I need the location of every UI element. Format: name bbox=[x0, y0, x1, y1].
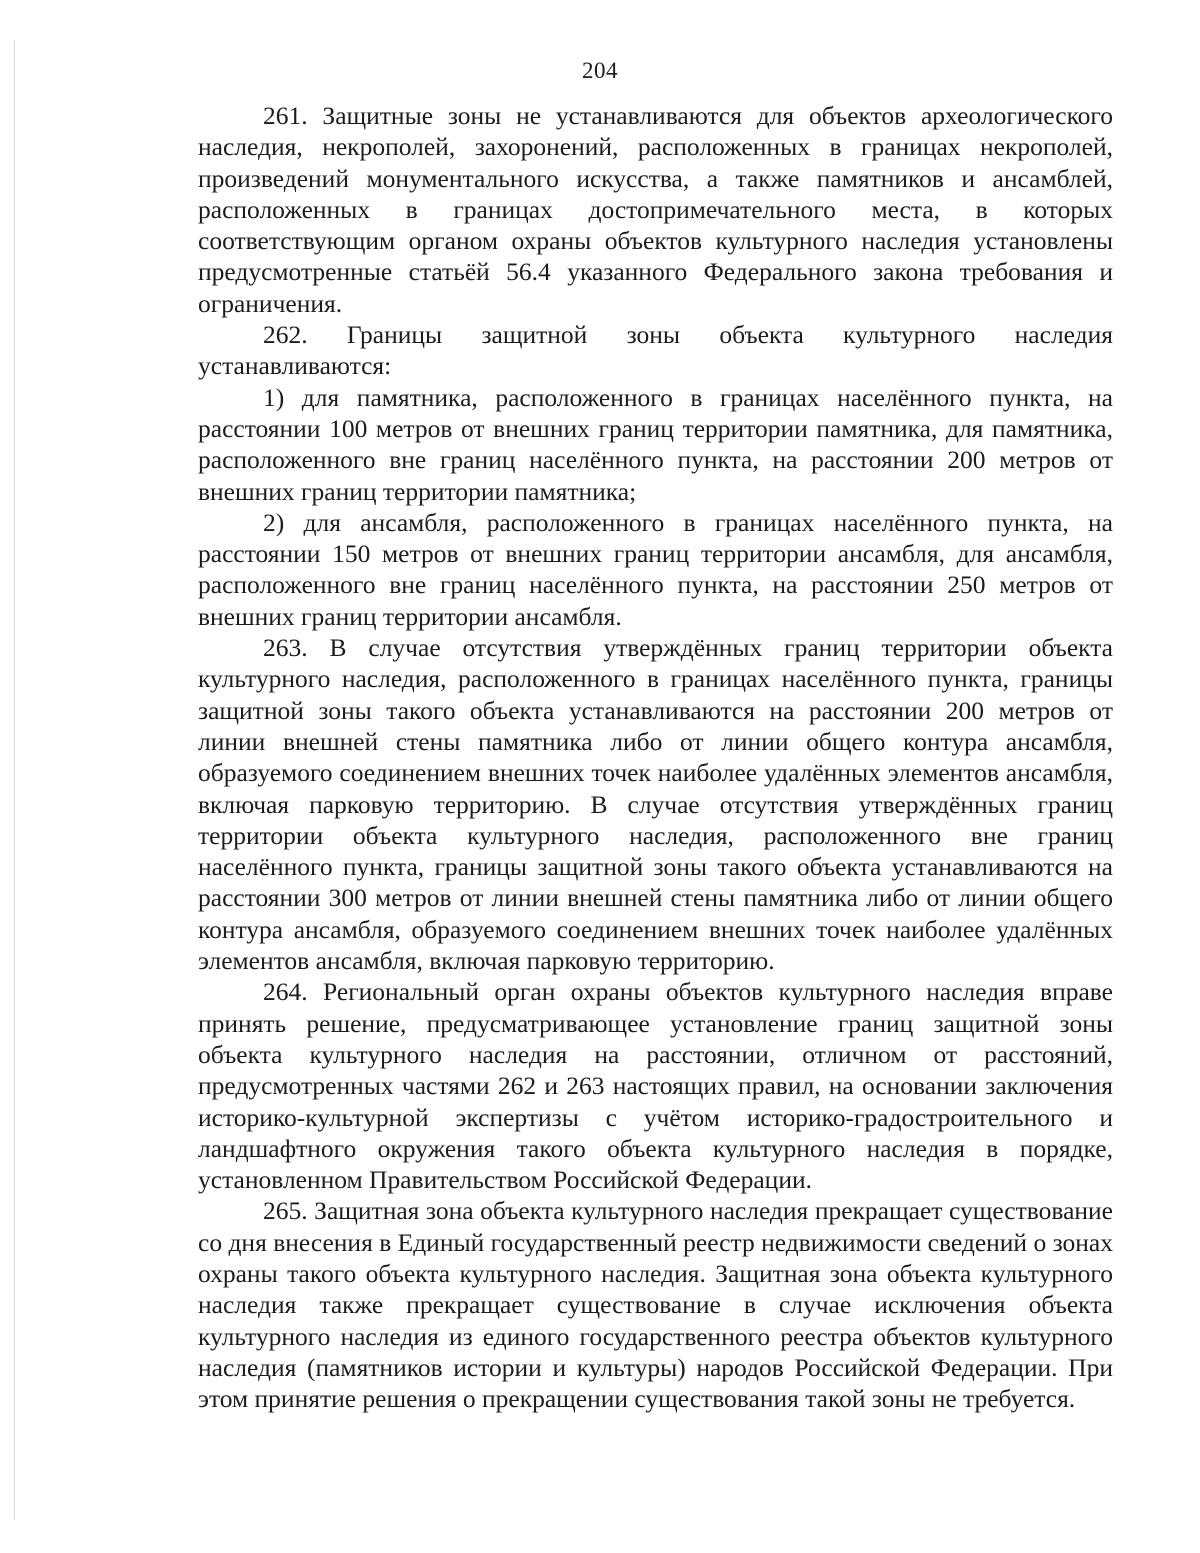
paragraph-262-item-2: 2) для ансамбля, расположенного в границах населённого пункта, на расстоянии 150 метров от внешних границ территории ансамбля, для ансамбля, расположенного вне границ населённого пункта, на расстоянии 250 метров от внешних границ территории ансамбля. bbox=[198, 507, 1113, 631]
page-number: 204 bbox=[582, 58, 618, 83]
paragraph-265: 265. Защитная зона объекта культурного наследия прекращает существование со дня внесения в Единый государственный реестр недвижимости сведений о зонах охраны такого объекта культурного наследия. Защитная зона объекта культурного наследия также прекращает существование в случае исключения объекта культурного наследия из единого государственного реестра объектов культурного наследия (памятников истории и культуры) народов Российской Федерации. При этом принятие решения о прекращении существования такой зоны не требуется. bbox=[198, 1196, 1113, 1414]
paragraph-261: 261. Защитные зоны не устанавливаются для объектов археологического наследия, некрополей, захоронений, расположенных в границах некрополей, произведений монументального искусства, а также памятников и ансамблей, расположенных в границах достопримечательного места, в которых соответствующим органом охраны объектов культурного наследия установлены предусмотренные статьёй 56.4 указанного Федерального закона требования и ограничения. bbox=[198, 101, 1113, 318]
scan-edge-line bbox=[14, 40, 15, 1520]
paragraph-262-item-1: 1) для памятника, расположенного в границах населённого пункта, на расстоянии 100 метров от внешних границ территории памятника, для памятника, расположенного вне границ населённого пункта, на расстоянии 200 метров от внешних границ территории памятника; bbox=[198, 382, 1113, 506]
paragraph-263: 263. В случае отсутствия утверждённых границ территории объекта культурного наследия, расположенного в границах населённого пункта, границы защитной зоны такого объекта устанавливаются на расстоянии 200 метров от линии внешней стены памятника либо от линии общего контура ансамбля, образуемого соединением внешних точек наиболее удалённых элементов ансамбля, включая парковую территорию. В случае отсутствия утверждённых границ территории объекта культурного наследия, расположенного вне границ населённого пункта, границы защитной зоны такого объекта устанавливаются на расстоянии 300 метров от линии внешней стены памятника либо от линии общего контура ансамбля, образуемого соединением внешних точек наиболее удалённых элементов ансамбля, включая парковую территорию. bbox=[198, 633, 1113, 976]
paragraph-262: 262. Границы защитной зоны объекта культурного наследия устанавливаются: bbox=[198, 320, 1113, 381]
paragraph-264: 264. Региональный орган охраны объектов культурного наследия вправе принять решение, предусматривающее установление границ защитной зоны объекта культурного наследия на расстоянии, отличном от расстояний, предусмотренных частями 262 и 263 настоящих правил, на основании заключения историко-культурной экспертизы с учётом историко-градостроительного и ландшафтного окружения такого объекта культурного наследия в порядке, установленном Правительством Российской Федерации. bbox=[198, 977, 1113, 1195]
document-body bbox=[198, 100, 1113, 1414]
